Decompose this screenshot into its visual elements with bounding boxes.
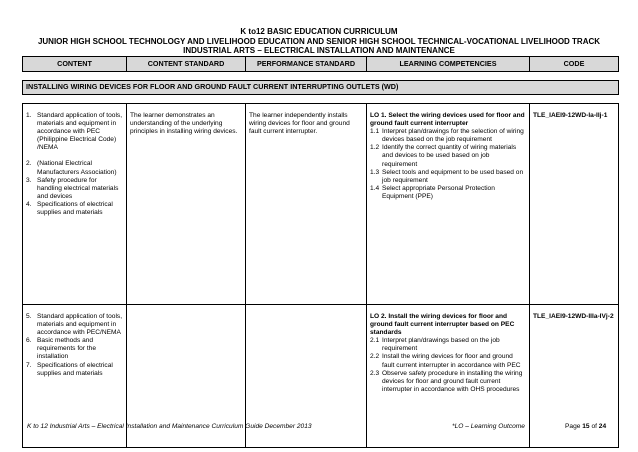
- list-item: 6. Basic methods and requirements for the installation: [26, 337, 97, 361]
- list-item: 7. Specifications of electrical supplies and materials: [26, 361, 113, 377]
- competency-item: 1.2 Identify the correct quantity of wiring materials and devices to be used based on job requirement: [370, 144, 517, 168]
- section-row: [23, 81, 619, 95]
- column-header-content-standard: CONTENT STANDARD: [127, 57, 246, 72]
- content-standard-cell: The learner demonstrates an understanding of the underlying principles in installing wiring devices.: [127, 104, 246, 305]
- document-title: K to12 BASIC EDUCATION CURRICULUM: [240, 27, 398, 36]
- content-cell: [23, 104, 127, 305]
- document-subtitle: JUNIOR HIGH SCHOOL TECHNOLOGY AND LIVELIHOOD EDUCATION AND SENIOR HIGH SCHOOL TECHNICAL-VOCATIONAL LIVELIHOOD TRACK: [37, 37, 601, 46]
- list-item: 5. Standard application of tools, materials and equipment in accordance with PEC/NEMA: [26, 313, 123, 337]
- list-item: 3. Safety procedure for handling electrical materials and devices: [26, 176, 119, 200]
- table-row: [23, 104, 619, 305]
- competency-item: 2.3 Observe safety procedure in installing the wiring devices for floor and ground fault current interrupter in accordance with OHS procedures: [370, 369, 523, 393]
- column-header-performance-standard: PERFORMANCE STANDARD: [246, 57, 367, 72]
- competency-item: 2.1 Interpret plan/drawings based on the job requirement: [370, 337, 500, 353]
- list-item: 1. Standard application of tools, materials and equipment in accordance with PEC (Philippine Electrical Code) /NEMA: [26, 112, 123, 152]
- learning-outcome: LO 2. Install the wiring devices for floor and ground fault current interrupter based on PEC standards: [370, 313, 515, 337]
- learning-outcome: LO 1. Select the wiring devices used for floor and ground fault current interrupter: [370, 112, 525, 128]
- competencies-cell: [367, 104, 530, 305]
- spacer-row: [23, 72, 619, 81]
- page-number: Page 15 of 24: [565, 423, 607, 430]
- curriculum-table: [22, 56, 619, 448]
- competency-item: 1.3 Select tools and equipment to be used based on job requirement: [370, 168, 524, 184]
- competency-item: 1.1 Interpret plan/drawings for the selection of wiring devices based on the job requirement: [370, 128, 524, 144]
- column-header-learning-competencies: LEARNING COMPETENCIES: [367, 57, 530, 72]
- document-strand: INDUSTRIAL ARTS – ELECTRICAL INSTALLATION AND MAINTENANCE: [183, 46, 455, 55]
- code-cell: TLE_IAEI9-12WD-IIIa-IVj-2: [530, 305, 619, 448]
- list-item: 4. Specifications of electrical supplies and materials: [26, 200, 113, 217]
- list-item: 2. (National Electrical Manufacturers Association): [26, 160, 117, 176]
- column-header-code: CODE: [530, 57, 619, 72]
- column-header-row: [23, 57, 619, 72]
- performance-standard-cell: The learner independently installs wiring devices for floor and ground fault current interrupter.: [246, 104, 367, 305]
- footer-document-name: K to 12 Industrial Arts – Electrical Installation and Maintenance Curriculum Guide December 2013: [27, 423, 312, 430]
- code-cell: TLE_IAEI9-12WD-Ia-IIj-1: [530, 104, 619, 305]
- column-header-content: CONTENT: [23, 57, 127, 72]
- competency-item: 1.4 Select appropriate Personal Protection Equipment (PPE): [370, 184, 495, 200]
- footer-legend: *LO – Learning Outcome: [452, 423, 525, 430]
- section-title: INSTALLING WIRING DEVICES FOR FLOOR AND GROUND FAULT CURRENT INTERRUPTING OUTLETS (WD): [23, 81, 619, 95]
- spacer-row: [23, 95, 619, 104]
- competency-item: 2.2 Install the wiring devices for floor and ground fault current interrupter in accordance with PEC: [370, 353, 521, 369]
